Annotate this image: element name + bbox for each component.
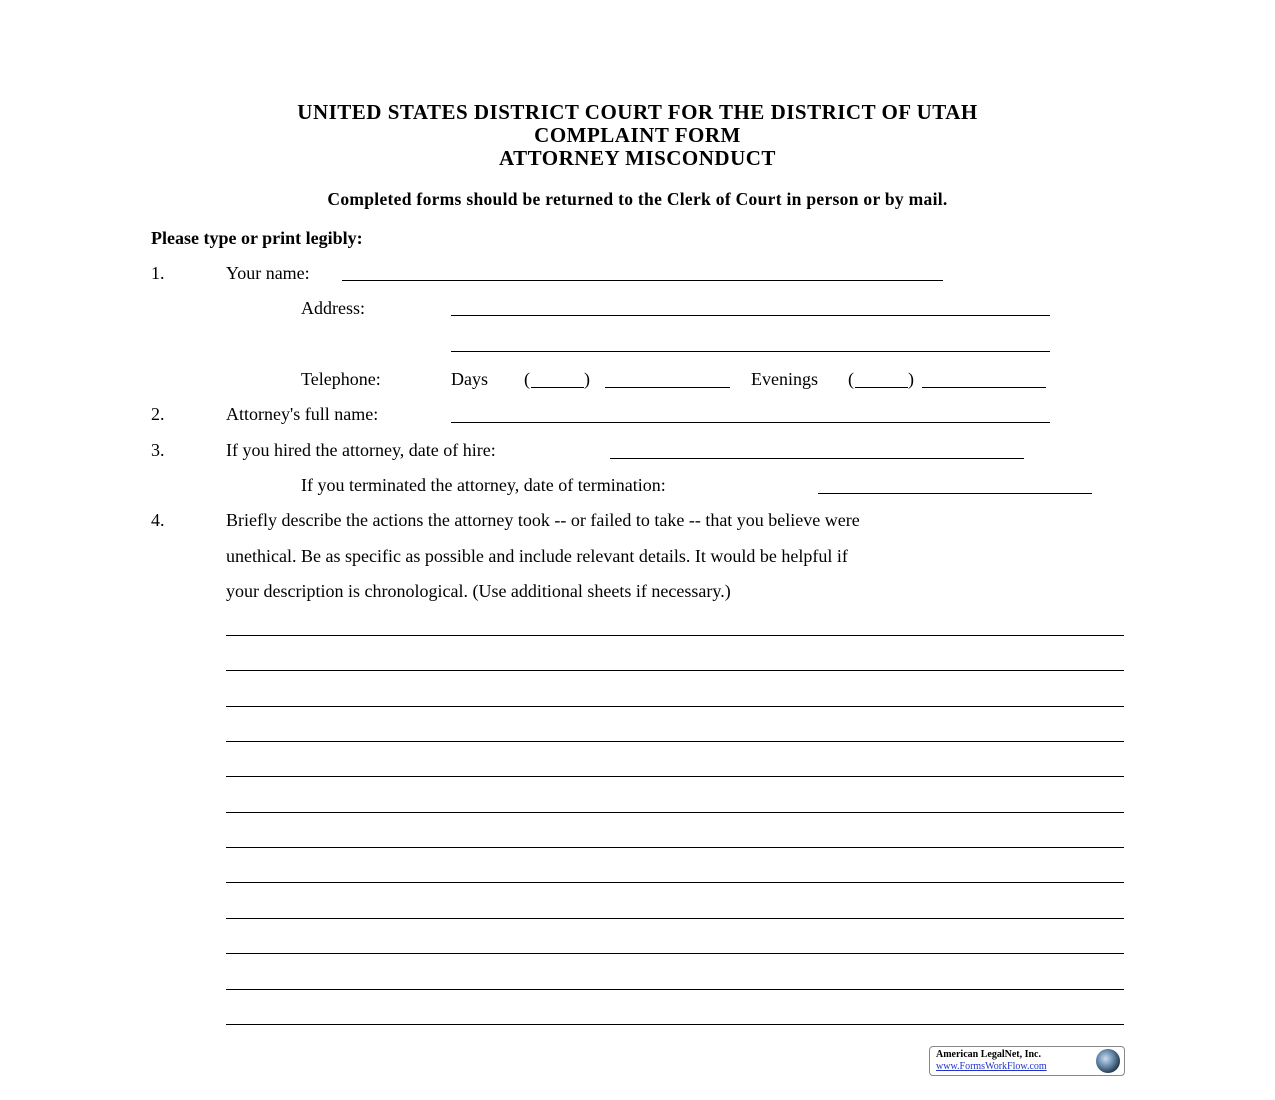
- name-field[interactable]: [342, 280, 943, 281]
- address-field-2[interactable]: [451, 351, 1050, 352]
- attorney-name-label: Attorney's full name:: [226, 404, 379, 424]
- description-line[interactable]: [226, 989, 1124, 990]
- describe-text-line: Briefly describe the actions the attorney took -- or failed to take -- that you believe were: [226, 510, 860, 530]
- paren-open: (: [848, 369, 854, 389]
- termination-date-label: If you terminated the attorney, date of termination:: [301, 475, 666, 495]
- name-label: Your name:: [226, 263, 310, 283]
- logo-url-link[interactable]: www.FormsWorkFlow.com: [936, 1061, 1047, 1072]
- attorney-name-field[interactable]: [451, 422, 1050, 423]
- description-line[interactable]: [226, 706, 1124, 707]
- hire-date-label: If you hired the attorney, date of hire:: [226, 440, 496, 460]
- item-number-1: 1.: [151, 263, 165, 283]
- days-label: Days: [451, 369, 488, 389]
- form-title: COMPLAINT FORM: [534, 123, 741, 147]
- court-title: UNITED STATES DISTRICT COURT FOR THE DISTRICT OF UTAH: [297, 100, 978, 124]
- termination-date-field[interactable]: [818, 493, 1092, 494]
- return-instruction: Completed forms should be returned to the Clerk of Court in person or by mail.: [327, 189, 948, 209]
- description-line[interactable]: [226, 953, 1124, 954]
- description-line[interactable]: [226, 776, 1124, 777]
- globe-icon: [1096, 1049, 1120, 1073]
- telephone-label: Telephone:: [301, 369, 381, 389]
- description-line[interactable]: [226, 635, 1124, 636]
- item-number-3: 3.: [151, 440, 165, 460]
- description-line[interactable]: [226, 882, 1124, 883]
- description-line[interactable]: [226, 812, 1124, 813]
- item-number-4: 4.: [151, 510, 165, 530]
- description-line[interactable]: [226, 670, 1124, 671]
- form-subtitle: ATTORNEY MISCONDUCT: [499, 146, 776, 170]
- paren-close: ): [584, 369, 590, 389]
- evenings-label: Evenings: [751, 369, 818, 389]
- description-line[interactable]: [226, 1024, 1124, 1025]
- evenings-area-code-field[interactable]: [855, 387, 908, 388]
- days-phone-field[interactable]: [605, 387, 730, 388]
- address-label: Address:: [301, 298, 365, 318]
- description-line[interactable]: [226, 741, 1124, 742]
- description-line[interactable]: [226, 847, 1124, 848]
- address-field-1[interactable]: [451, 315, 1050, 316]
- print-note: Please type or print legibly:: [151, 228, 363, 248]
- describe-text-line: your description is chronological. (Use additional sheets if necessary.): [226, 581, 731, 601]
- evenings-phone-field[interactable]: [922, 387, 1046, 388]
- paren-open: (: [524, 369, 530, 389]
- description-line[interactable]: [226, 918, 1124, 919]
- american-legalnet-logo: [929, 1046, 1125, 1076]
- describe-text-line: unethical. Be as specific as possible and include relevant details. It would be helpful if: [226, 546, 848, 566]
- item-number-2: 2.: [151, 404, 165, 424]
- paren-close: ): [908, 369, 914, 389]
- logo-company: American LegalNet, Inc.: [936, 1049, 1041, 1060]
- days-area-code-field[interactable]: [531, 387, 584, 388]
- hire-date-field[interactable]: [610, 458, 1024, 459]
